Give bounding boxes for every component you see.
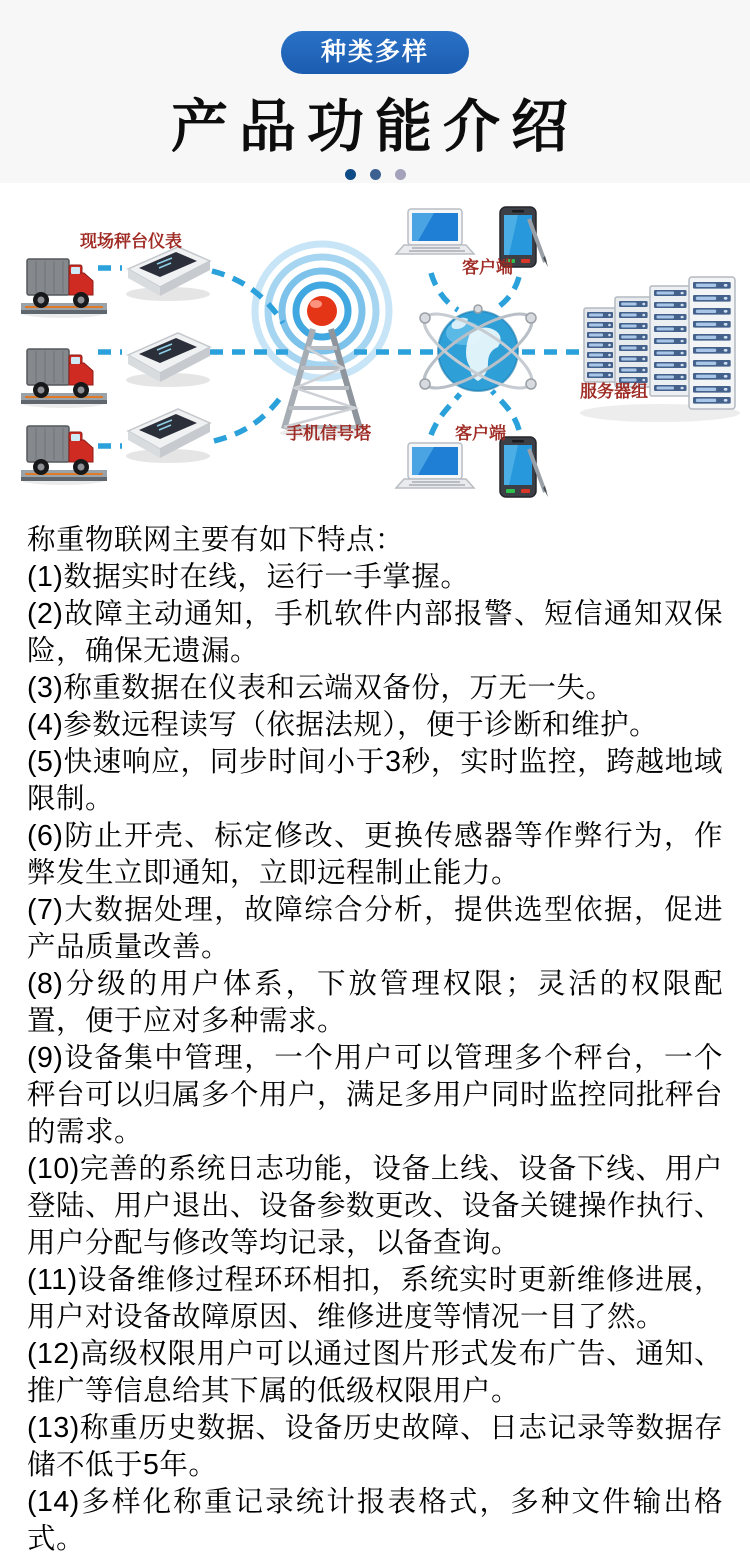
- feature-item-2: (2)故障主动通知，手机软件内部报警、短信通知双保险，确保无遗漏。: [27, 598, 723, 667]
- iot-network-diagram: [0, 183, 750, 518]
- features-intro: 称重物联网主要有如下特点：: [27, 524, 405, 556]
- feature-item-8: (8)分级的用户体系，下放管理权限；灵活的权限配置，便于应对多种需求。: [27, 968, 723, 1037]
- laptop-icon-top: [396, 209, 474, 254]
- feature-item-6: (6)防止开壳、标定修改、更换传感器等作弊行为，作弊发生立即通知，立即远程制止能力。: [27, 820, 723, 889]
- features-section: [0, 518, 750, 1558]
- label-server-group: 服务器组: [580, 382, 648, 401]
- feature-item-5: (5)快速响应，同步时间小于3秒，实时监控，跨越地域限制。: [27, 746, 723, 815]
- label-client-bottom: 客户端: [455, 424, 506, 443]
- iot-diagram-svg: [0, 183, 750, 518]
- carousel-dot-1[interactable]: [345, 169, 356, 180]
- truck-on-scale-icon-3: [21, 426, 107, 485]
- feature-item-4: (4)参数远程读写（依据法规），便于诊断和维护。: [27, 709, 659, 741]
- carousel-dot-3[interactable]: [395, 169, 406, 180]
- link-phone-top-globe: [494, 277, 519, 310]
- feature-item-12: (12)高级权限用户可以通过图片形式发布广告、通知、推广等信息给其下属的低级权限用户。: [27, 1338, 723, 1407]
- feature-item-11: (11)设备维修过程环环相扣，系统实时更新维修进展，用户对设备故障原因、维修进度等情况一目了然。: [27, 1264, 723, 1333]
- category-badge: 种类多样: [281, 31, 469, 74]
- carousel-dots: [345, 169, 406, 180]
- feature-item-9: (9)设备集中管理，一个用户可以管理多个秤台，一个秤台可以归属多个用户，满足多用户同时监控同批秤台的需求。: [27, 1042, 724, 1148]
- feature-item-10: (10)完善的系统日志功能，设备上线、设备下线、用户登陆、用户退出、设备参数更改、设备关键操作执行、用户分配与修改等均记录，以备查询。: [27, 1153, 724, 1259]
- link-indicator3-tower: [214, 397, 281, 441]
- feature-item-14: (14)多样化称重记录统计报表格式，多种文件输出格式。: [27, 1486, 723, 1555]
- feature-item-1: (1)数据实时在线，运行一手掌握。: [27, 561, 470, 593]
- weighing-indicator-icon-3: [126, 409, 210, 463]
- feature-item-7: (7)大数据处理，故障综合分析，提供选型依据，促进产品质量改善。: [27, 894, 723, 963]
- signal-tower-icon: [255, 244, 389, 438]
- truck-on-scale-icon-1: [21, 259, 107, 318]
- phone-icon-bottom: [500, 437, 548, 497]
- weighing-indicator-icon-1: [126, 247, 210, 301]
- feature-item-13: (13)称重历史数据、设备历史故障、日志记录等数据存储不低于5年。: [27, 1412, 723, 1481]
- section-header: [0, 0, 750, 183]
- laptop-icon-bottom: [396, 443, 474, 488]
- page-title: 产品功能介绍: [171, 95, 579, 159]
- carousel-dot-2[interactable]: [370, 169, 381, 180]
- label-client-top: 客户端: [462, 258, 513, 277]
- feature-item-3: (3)称重数据在仪表和云端双备份，万无一失。: [27, 672, 615, 704]
- link-laptop-top-globe: [431, 273, 458, 310]
- weighing-indicator-icon-2: [126, 333, 210, 387]
- label-scale-instruments: 现场秤台仪表: [80, 232, 182, 251]
- label-signal-tower: 手机信号塔: [286, 424, 371, 443]
- truck-on-scale-icon-2: [21, 349, 107, 408]
